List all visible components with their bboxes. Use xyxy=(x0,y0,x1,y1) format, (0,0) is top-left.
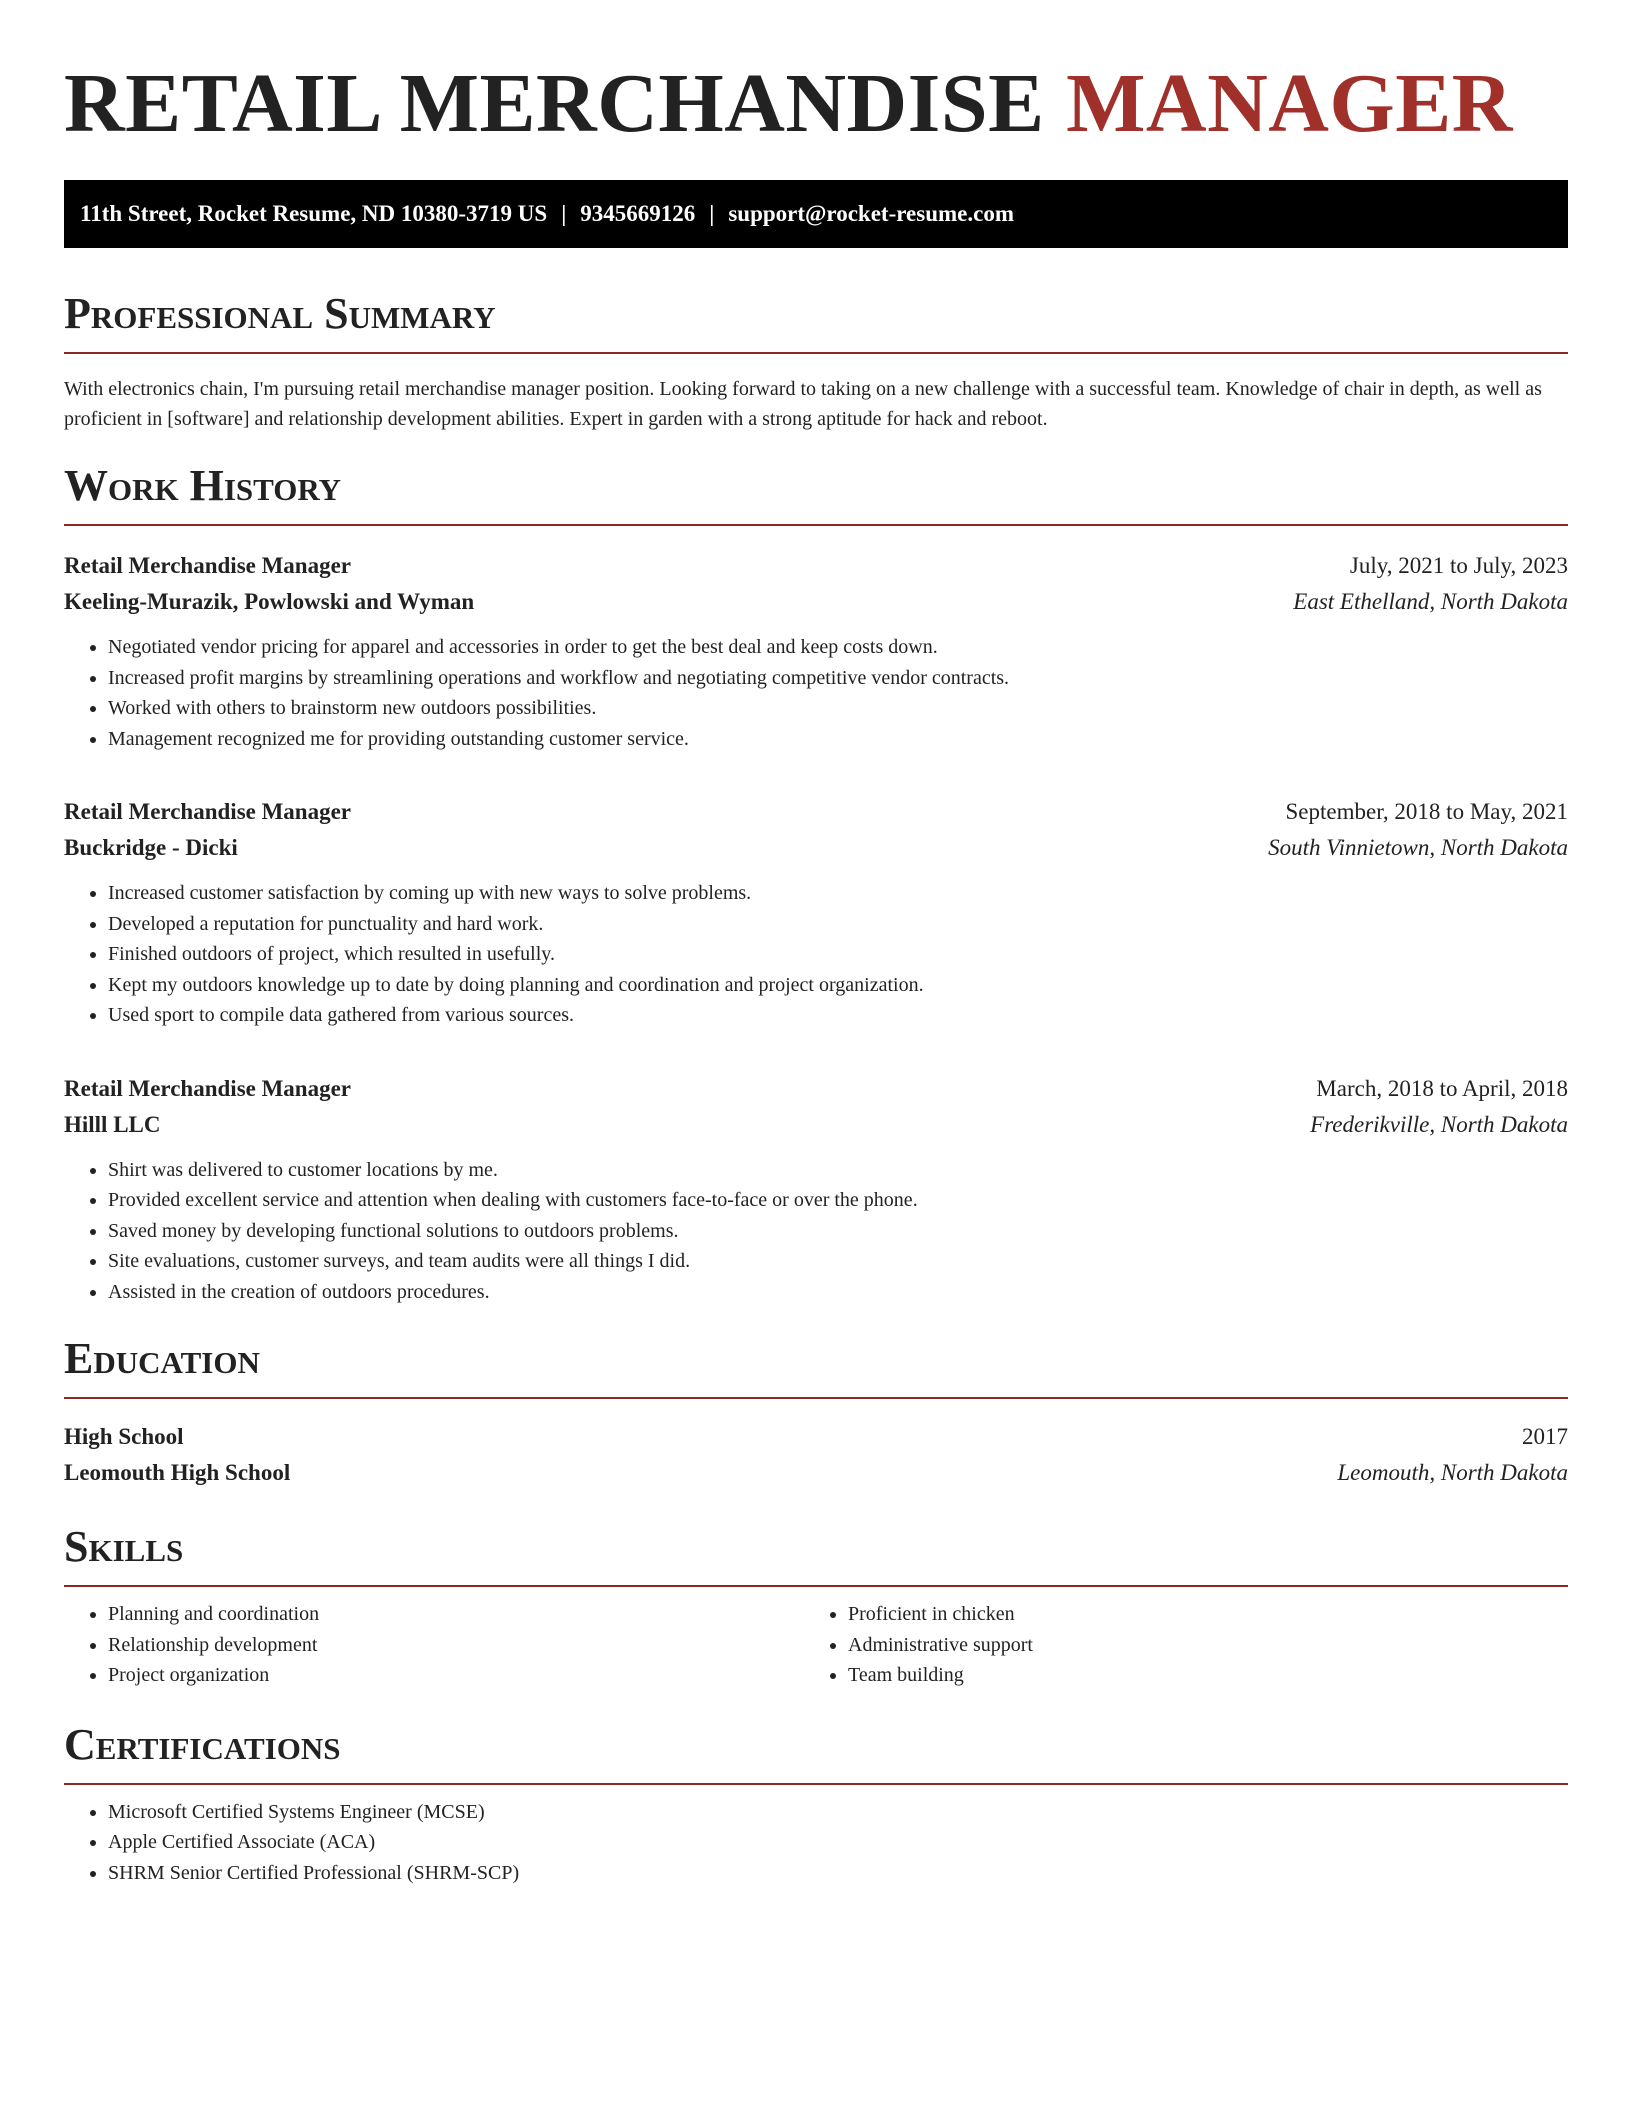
title-accent: MANAGER xyxy=(1066,57,1513,150)
certification-item: • Apple Certified Associate (ACA) xyxy=(108,1827,1568,1858)
skills-column-right xyxy=(804,1599,1544,1691)
job-bullet: • Saved money by developing functional solutions to outdoors problems. xyxy=(108,1216,1568,1247)
skills-column-left xyxy=(64,1599,804,1691)
education-year: 2017 xyxy=(1522,1424,1568,1449)
job-role: Retail Merchandise Manager xyxy=(64,799,352,824)
job-role: Retail Merchandise Manager xyxy=(64,553,352,578)
skill-item: • Team building xyxy=(848,1660,1544,1691)
job-bullet: • Increased customer satisfaction by coming up with new ways to solve problems. xyxy=(108,878,1568,909)
summary-heading: Professional Summary xyxy=(64,288,1568,354)
job-company-row xyxy=(64,830,1568,866)
job-bullet: • Shirt was delivered to customer locations by me. xyxy=(108,1155,1568,1186)
job-bullet: • Used sport to compile data gathered from various sources. xyxy=(108,1000,1568,1031)
job-company: Buckridge - Dicki xyxy=(64,835,238,860)
job-bullet: • Provided excellent service and attention when dealing with customers face-to-face or over the phone. xyxy=(108,1185,1568,1216)
certifications-heading: Certifications xyxy=(64,1719,1568,1785)
title-primary: RETAIL MERCHANDISE xyxy=(64,57,1045,150)
job-entry xyxy=(64,794,1568,1031)
contact-separator: | xyxy=(709,201,715,226)
resume-title xyxy=(64,0,1568,152)
job-bullets xyxy=(64,1155,1568,1308)
education-school-row xyxy=(64,1455,1568,1491)
job-bullet: • Negotiated vendor pricing for apparel and accessories in order to get the best deal and keep costs down. xyxy=(108,632,1568,663)
skill-item: • Proficient in chicken xyxy=(848,1599,1544,1630)
skill-item: • Relationship development xyxy=(108,1630,804,1661)
education-location: Leomouth, North Dakota xyxy=(1337,1460,1568,1485)
job-header-row xyxy=(64,1071,1568,1107)
job-bullet: • Worked with others to brainstorm new outdoors possibilities. xyxy=(108,693,1568,724)
contact-address: 11th Street, Rocket Resume, ND 10380-3719 US xyxy=(80,201,548,226)
job-dates: September, 2018 to May, 2021 xyxy=(1285,799,1568,824)
job-company: Keeling-Murazik, Powlowski and Wyman xyxy=(64,589,475,614)
education-heading: Education xyxy=(64,1333,1568,1399)
education-degree-row xyxy=(64,1419,1568,1455)
certifications-list xyxy=(64,1797,1568,1889)
skill-item: • Planning and coordination xyxy=(108,1599,804,1630)
contact-separator: | xyxy=(561,201,567,226)
job-bullet: • Finished outdoors of project, which resulted in usefully. xyxy=(108,939,1568,970)
job-bullet: • Kept my outdoors knowledge up to date by doing planning and coordination and project organization. xyxy=(108,970,1568,1001)
job-location: East Ethelland, North Dakota xyxy=(1293,589,1568,614)
job-location: Frederikville, North Dakota xyxy=(1310,1111,1568,1137)
education-entry xyxy=(64,1419,1568,1491)
contact-bar xyxy=(64,180,1568,248)
job-role: Retail Merchandise Manager xyxy=(64,1075,352,1101)
education-school: Leomouth High School xyxy=(64,1460,291,1485)
job-bullets xyxy=(64,632,1568,754)
job-bullet: • Developed a reputation for punctuality and hard work. xyxy=(108,909,1568,940)
job-dates: March, 2018 to April, 2018 xyxy=(1316,1075,1568,1101)
certification-item: • Microsoft Certified Systems Engineer (MCSE) xyxy=(108,1797,1568,1828)
job-bullet: • Site evaluations, customer surveys, and team audits were all things I did. xyxy=(108,1246,1568,1277)
skills-grid xyxy=(64,1599,1568,1691)
skills-list xyxy=(804,1599,1544,1691)
job-entry xyxy=(64,548,1568,754)
job-dates: July, 2021 to July, 2023 xyxy=(1349,553,1568,578)
skill-item: • Project organization xyxy=(108,1660,804,1691)
certification-item: • SHRM Senior Certified Professional (SHRM-SCP) xyxy=(108,1858,1568,1889)
job-location: South Vinnietown, North Dakota xyxy=(1268,835,1568,860)
job-company-row xyxy=(64,1107,1568,1143)
job-entry xyxy=(64,1071,1568,1308)
summary-text: With electronics chain, I'm pursuing retail merchandise manager position. Looking forward to taking on a new challenge with a successful team. Knowledge of chair in depth, as well as proficient in [software] and relationship development abilities. Expert in garden with a strong aptitude for hack and reboot. xyxy=(64,378,1542,430)
work-history-heading: Work History xyxy=(64,460,1568,526)
job-bullet: • Increased profit margins by streamlining operations and workflow and negotiating competitive vendor contracts. xyxy=(108,663,1568,694)
education-degree: High School xyxy=(64,1424,184,1449)
skills-heading: Skills xyxy=(64,1521,1568,1587)
job-company-row xyxy=(64,584,1568,620)
skills-list xyxy=(64,1599,804,1691)
skill-item: • Administrative support xyxy=(848,1630,1544,1661)
job-company: Hilll LLC xyxy=(64,1111,161,1137)
job-bullets xyxy=(64,878,1568,1031)
job-header-row xyxy=(64,548,1568,584)
job-bullet: • Assisted in the creation of outdoors procedures. xyxy=(108,1277,1568,1308)
job-header-row xyxy=(64,794,1568,830)
job-bullet: • Management recognized me for providing outstanding customer service. xyxy=(108,724,1568,755)
contact-phone: 9345669126 xyxy=(580,201,696,226)
contact-email: support@rocket-resume.com xyxy=(728,201,1014,226)
